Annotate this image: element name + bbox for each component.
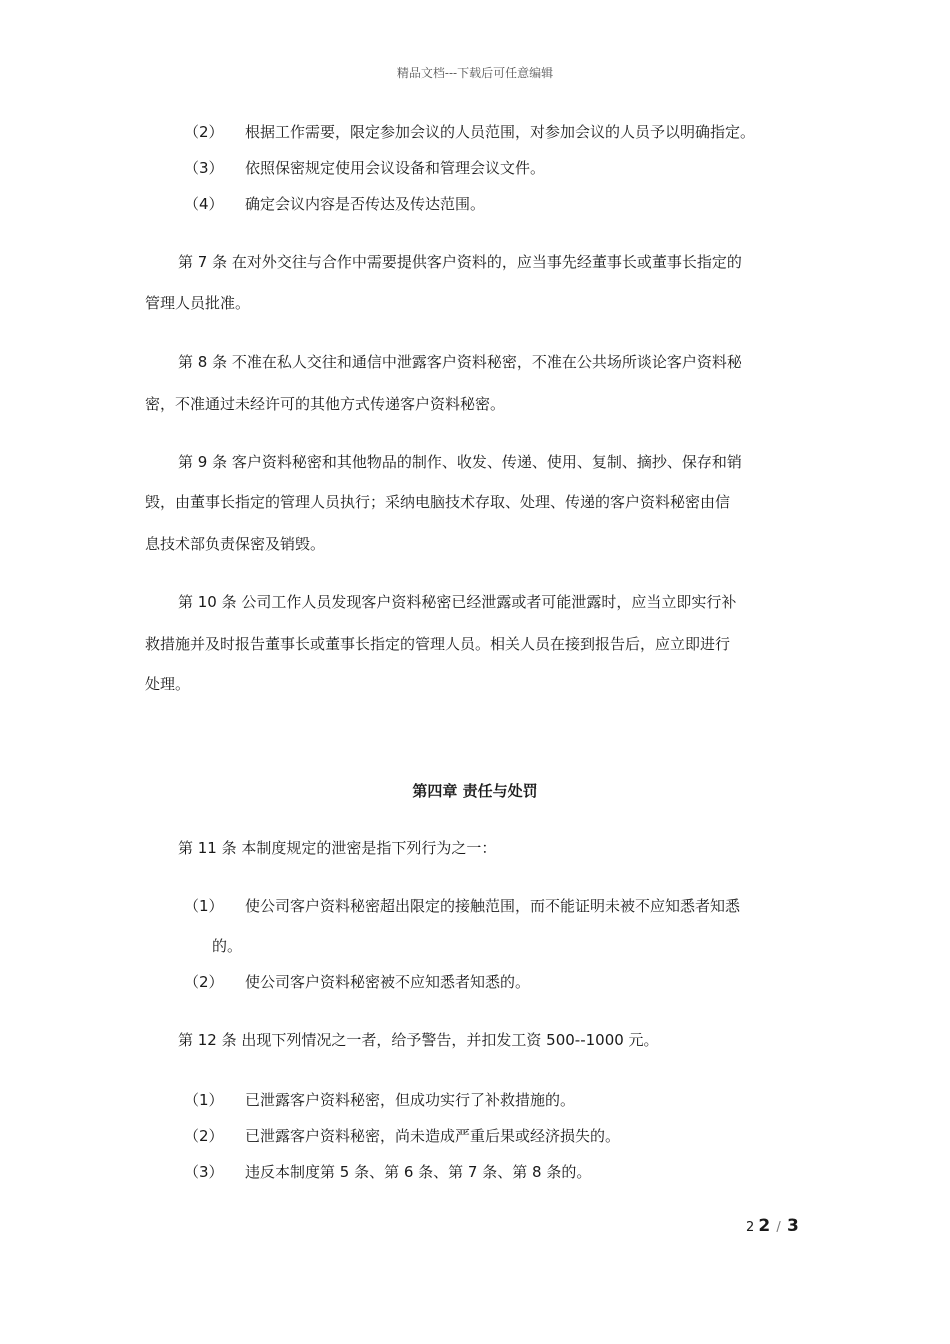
list-item-text: 违反本制度第 5 条、第 6 条、第 7 条、第 8 条的。 (245, 1163, 592, 1181)
list-item-continuation: 的。 (212, 937, 243, 955)
list-item-number: （1） (184, 1091, 224, 1109)
page-header: 精品文档---下载后可任意编辑 (396, 66, 554, 80)
page-number-small: 2 (746, 1220, 755, 1235)
list-item-text: 确定会议内容是否传达及传达范围。 (245, 195, 486, 213)
article-10-line: 救措施并及时报告董事长或董事长指定的管理人员。相关人员在接到报告后，应立即进行 (145, 635, 731, 653)
article-9-line: 第 9 条 客户资料秘密和其他物品的制作、收发、传递、使用、复制、摘抄、保存和销 (178, 453, 742, 471)
list-item-text: 依照保密规定使用会议设备和管理会议文件。 (245, 159, 546, 177)
article-10-line: 第 10 条 公司工作人员发现客户资料秘密已经泄露或者可能泄露时，应当立即实行补 (178, 593, 737, 611)
page-number-separator: / (776, 1220, 781, 1235)
list-item-text: 根据工作需要，限定参加会议的人员范围，对参加会议的人员予以明确指定。 (245, 123, 756, 141)
list-item-number: （2） (184, 973, 224, 991)
article-7-line: 第 7 条 在对外交往与合作中需要提供客户资料的，应当事先经董事长或董事长指定的 (178, 253, 742, 271)
list-item-number: （2） (184, 1127, 224, 1145)
article-9-line: 息技术部负责保密及销毁。 (145, 535, 326, 553)
list-item-number: （2） (184, 123, 224, 141)
article-8-line: 第 8 条 不准在私人交往和通信中泄露客户资料秘密，不准在公共场所谈论客户资料秘 (178, 353, 742, 371)
list-item-number: （1） (184, 897, 224, 915)
list-item-text: 使公司客户资料秘密被不应知悉者知悉的。 (245, 973, 531, 991)
page-number-current: 2 (758, 1216, 771, 1236)
article-11-line: 第 11 条 本制度规定的泄密是指下列行为之一： (178, 839, 497, 857)
article-8-line: 密，不准通过未经许可的其他方式传递客户资料秘密。 (145, 395, 506, 413)
list-item-text: 使公司客户资料秘密超出限定的接触范围，而不能证明未被不应知悉者知悉 (245, 897, 741, 915)
article-7-line: 管理人员批准。 (145, 294, 251, 312)
page-number-total: 3 (786, 1216, 799, 1236)
list-item-number: （3） (184, 1163, 224, 1181)
article-9-line: 毁，由董事长指定的管理人员执行；采纳电脑技术存取、处理、传递的客户资料秘密由信 (145, 493, 731, 511)
page-number (746, 1216, 799, 1236)
list-item-number: （4） (184, 195, 224, 213)
list-item-text: 已泄露客户资料秘密，尚未造成严重后果或经济损失的。 (245, 1127, 621, 1145)
list-item-number: （3） (184, 159, 224, 177)
chapter-heading: 第四章 责任与处罚 (412, 782, 538, 800)
article-10-line: 处理。 (145, 675, 191, 693)
article-12-line: 第 12 条 出现下列情况之一者，给予警告，并扣发工资 500--1000 元。 (178, 1031, 659, 1049)
list-item-text: 已泄露客户资料秘密，但成功实行了补救措施的。 (245, 1091, 576, 1109)
